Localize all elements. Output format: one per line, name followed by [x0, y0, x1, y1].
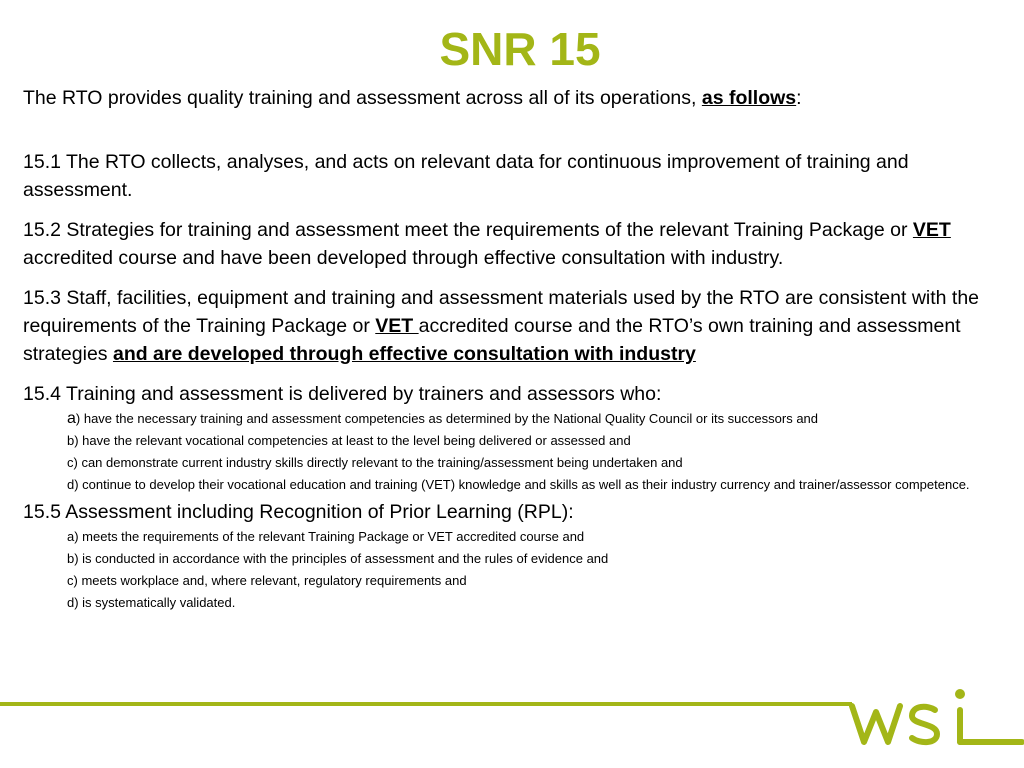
paragraph-15-2 — [23, 216, 998, 272]
list-item: c) meets workplace and, where relevant, regulatory requirements and — [67, 573, 467, 588]
list-item-text: c) can demonstrate current industry skills directly relevant to the training/assessment being undertaken and — [67, 455, 683, 470]
list-item-lead: a — [67, 410, 76, 427]
footer-divider — [0, 702, 852, 706]
intro-text: The RTO provides quality training and assessment across all of its operations, — [23, 87, 702, 109]
list-15-4 — [67, 410, 998, 493]
p152-text-b: accredited course and have been developed through effective consultation with industry. — [23, 247, 784, 269]
p152-text-a: 15.2 Strategies for training and assessment meet the requirements of the relevant Training Package or — [23, 219, 913, 241]
p153-emphasis: and are developed through effective consultation with industry — [112, 343, 696, 365]
list-15-5 — [67, 528, 998, 611]
list-item: b) is conducted in accordance with the principles of assessment and the rules of evidence and — [67, 551, 609, 566]
list-item-text: d) continue to develop their vocational education and training (VET) knowledge and skills as well as their industry currency and trainer/assessor competence. — [67, 477, 970, 492]
paragraph-15-1: 15.1 The RTO collects, analyses, and acts on relevant data for continuous improvement of training and assessment. — [23, 151, 909, 201]
list-item-text: b) have the relevant vocational competencies at least to the level being delivered or assessed and — [67, 433, 631, 448]
p152-vet: VET — [912, 219, 951, 241]
slide-body — [23, 84, 998, 616]
p153-text-a: 15.3 Staff, facilities, equipment and training and assessment materials used by the RTO are consistent with the requirements of the Training Package or — [23, 287, 980, 337]
heading-15-5: 15.5 Assessment including Recognition of Prior Learning (RPL): — [23, 501, 574, 523]
intro-emphasis: as follows — [701, 87, 797, 109]
intro-paragraph — [23, 84, 998, 112]
p153-vet: VET — [375, 315, 419, 337]
p153-text-b: accredited course and the RTO’s own training and assessment strategies — [23, 315, 961, 365]
heading-15-4: 15.4 Training and assessment is delivered by trainers and assessors who: — [23, 383, 662, 405]
intro-suffix: : — [796, 87, 802, 109]
page-title: SNR 15 — [439, 23, 601, 75]
list-item — [67, 432, 998, 449]
list-item: d) is systematically validated. — [67, 595, 236, 610]
list-item — [67, 410, 998, 427]
list-item — [67, 454, 998, 471]
list-item-text: ) have the necessary training and assessment competencies as determined by the National Quality Council or its successors and — [75, 411, 819, 426]
list-item — [67, 476, 998, 493]
paragraph-15-3 — [23, 284, 998, 368]
list-item: a) meets the requirements of the relevant Training Package or VET accredited course and — [67, 529, 585, 544]
wsi-logo-icon — [840, 680, 1024, 750]
